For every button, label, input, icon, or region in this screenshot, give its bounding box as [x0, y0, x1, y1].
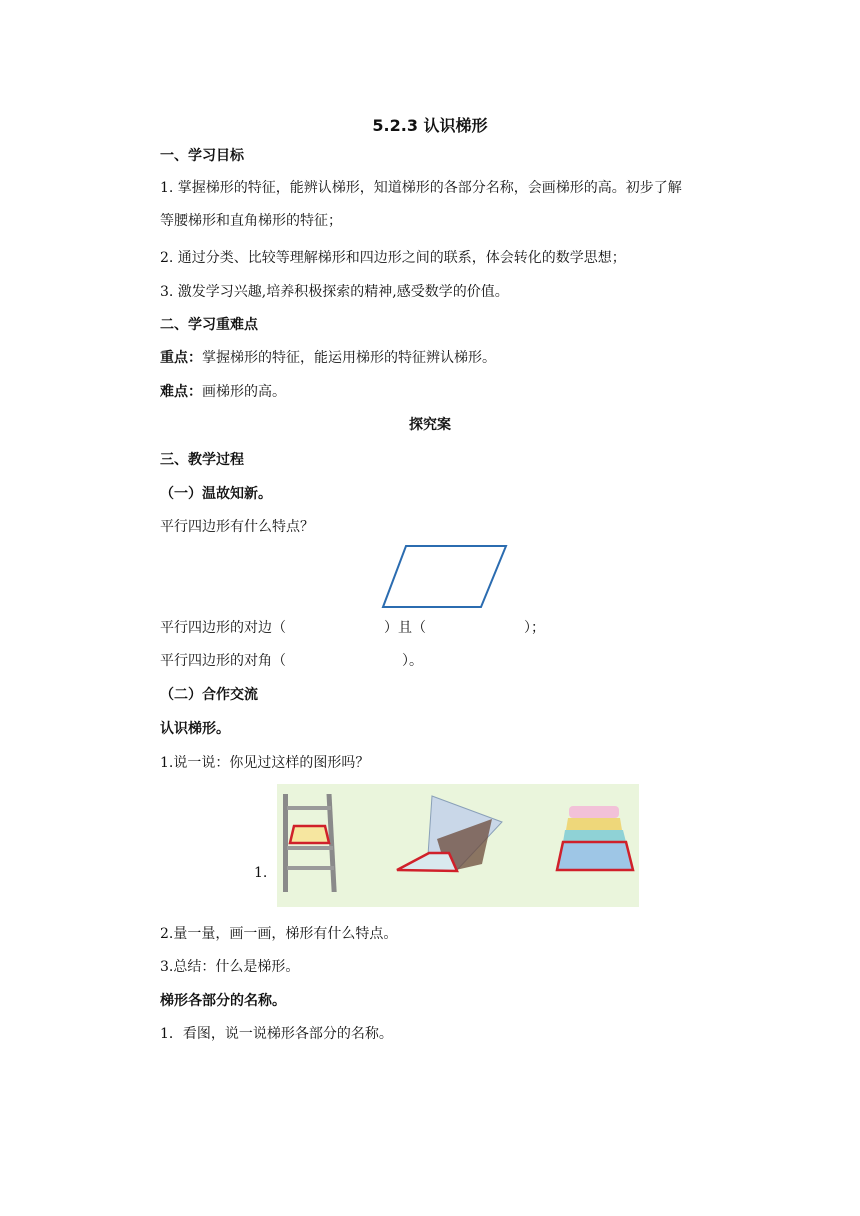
goal-1: 1. 掌握梯形的特征，能辨认梯形，知道梯形的各部分名称，会画梯形的高。初步了解	[160, 180, 682, 196]
trapezoid-examples-image	[277, 784, 639, 907]
blank1-text-c: ）；	[524, 620, 545, 636]
section-heading-process: 三、教学过程	[160, 452, 244, 468]
subheading-parts-names: 梯形各部分的名称。	[160, 993, 286, 1009]
goal-3: 3. 激发学习兴趣,培养积极探索的精神,感受数学的价值。	[160, 284, 509, 300]
section-heading-goals: 一、学习目标	[160, 148, 244, 164]
center-heading: 探究案	[409, 417, 451, 433]
blank2-text-a: 平行四边形的对角（	[160, 653, 286, 669]
subheading-know-trapezoid: 认识梯形。	[160, 721, 230, 737]
item-say: 1.说一说：你见过这样的图形吗？	[160, 755, 370, 771]
parallelogram-figure	[380, 543, 510, 611]
subheading-review: （一）温故知新。	[160, 486, 272, 502]
blank1-text-b: ）且（	[384, 620, 426, 636]
dam-slope-icon	[397, 796, 502, 872]
fill-blank-opposite-angles	[160, 651, 423, 671]
section-heading-keypoints: 二、学习重难点	[160, 317, 258, 333]
key-text: 掌握梯形的特征，能运用梯形的特征辨认梯形。	[202, 350, 496, 366]
trapezoid-examples-drawing	[277, 784, 639, 907]
key-label: 重点：	[160, 350, 202, 366]
key-point	[160, 348, 496, 368]
goal-1-cont: 等腰梯形和直角梯形的特征；	[160, 213, 342, 229]
parallelogram-shape	[383, 546, 506, 607]
fill-blank-opposite-sides	[160, 618, 545, 638]
vaulting-box-icon	[557, 806, 633, 870]
ladder-icon	[283, 794, 337, 892]
item-look-say: 1．看图，说一说梯形各部分的名称。	[160, 1026, 393, 1042]
blank1-text-a: 平行四边形的对边（	[160, 620, 286, 636]
item-summary: 3.总结：什么是梯形。	[160, 959, 300, 975]
difficulty-label: 难点：	[160, 384, 202, 400]
subheading-cooperation: （二）合作交流	[160, 687, 258, 703]
item-measure-draw: 2.量一量，画一画，梯形有什么特点。	[160, 926, 398, 942]
blank2-text-b: ）。	[402, 653, 423, 669]
page-title: 5.2.3 认识梯形	[372, 116, 488, 135]
difficulty-text: 画梯形的高。	[202, 384, 286, 400]
goal-2: 2. 通过分类、比较等理解梯形和四边形之间的联系，体会转化的数学思想；	[160, 250, 626, 266]
difficulty-point	[160, 382, 286, 402]
question-parallelogram: 平行四边形有什么特点？	[160, 519, 314, 535]
image-number: 1.	[254, 865, 268, 881]
